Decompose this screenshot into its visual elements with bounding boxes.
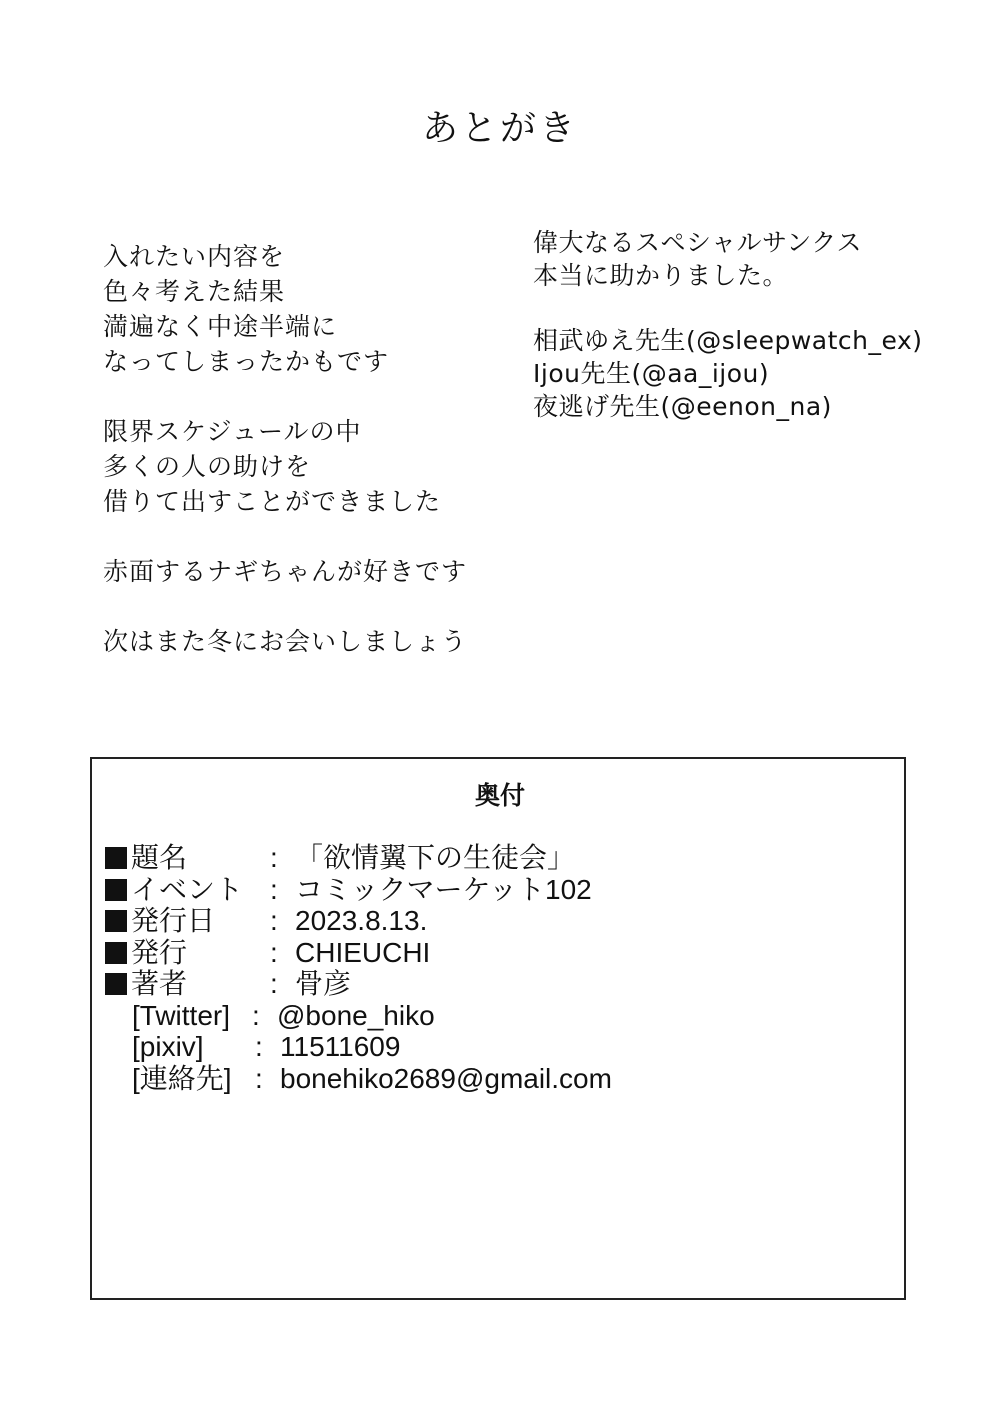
colophon-subrow — [105, 1063, 885, 1095]
colophon-title: 奥付 — [474, 781, 525, 810]
afterword-paragraph — [103, 624, 523, 659]
afterword-line: 次はまた冬にお会いしましょう — [103, 627, 468, 656]
colophon-subrow-value: bonehiko2689@gmail.com — [280, 1062, 612, 1094]
afterword-line: 借りて出すことができました — [103, 487, 442, 516]
afterword-line: 限界スケジュールの中 — [103, 417, 362, 446]
afterword-line: 色々考えた結果 — [103, 277, 286, 306]
bullet-square-icon — [105, 910, 127, 932]
colophon-subrow-separator: : — [252, 999, 260, 1031]
colophon-row-label: 発行 — [105, 937, 187, 969]
colophon-row-label: 題名 — [105, 842, 187, 874]
colophon-row-separator: : — [270, 936, 278, 968]
colophon-subrow — [105, 1000, 885, 1032]
colophon-row — [105, 968, 885, 1000]
thanks-names — [533, 324, 973, 423]
thanks-heading-line: 偉大なるスペシャルサンクス — [533, 228, 863, 257]
thanks-name: 相武ゆえ先生(@sleepwatch_ex) — [533, 326, 923, 355]
bullet-square-icon — [105, 973, 127, 995]
afterword-line: 入れたい内容を — [103, 242, 286, 271]
colophon-row-value: CHIEUCHI — [295, 936, 431, 968]
colophon-subrow-separator: : — [255, 1062, 263, 1094]
colophon-subrow-value: 11511609 — [280, 1031, 401, 1062]
colophon-row — [105, 937, 885, 969]
bullet-square-icon — [105, 942, 127, 964]
colophon-row-label: 発行日 — [105, 905, 215, 937]
special-thanks — [533, 226, 973, 458]
colophon-row-label: イベント — [105, 874, 243, 906]
afterword-line: なってしまったかもです — [103, 347, 390, 376]
colophon-row — [105, 905, 885, 937]
colophon-subrow-value: @bone_hiko — [277, 999, 435, 1031]
afterword-paragraph — [103, 554, 523, 589]
thanks-heading — [533, 226, 973, 292]
bullet-square-icon — [105, 879, 127, 901]
colophon-row-separator: : — [270, 842, 278, 873]
colophon-row-separator: : — [270, 873, 278, 905]
colophon-subrow-label: [pixiv] — [132, 1031, 204, 1062]
colophon-subrow-label: [Twitter] — [132, 999, 231, 1031]
colophon-details — [105, 842, 885, 1094]
colophon-subrow-separator: : — [255, 1031, 263, 1062]
colophon-row — [105, 874, 885, 906]
thanks-heading-line: 本当に助かりました。 — [533, 261, 789, 290]
afterword-text — [103, 239, 523, 694]
afterword-line: 多くの人の助けを — [103, 452, 312, 481]
colophon-row-label: 著者 — [105, 968, 187, 1000]
page-title: あとがき — [421, 108, 578, 149]
colophon-row-value: 骨彦 — [295, 968, 352, 999]
colophon-row-value: 2023.8.13. — [295, 905, 428, 936]
colophon-subrow — [105, 1031, 885, 1063]
colophon-row-value: コミックマーケット102 — [295, 873, 592, 905]
afterword-paragraph — [103, 414, 523, 519]
colophon-row-value: 「欲情翼下の生徒会」 — [295, 842, 576, 873]
bullet-square-icon — [105, 847, 127, 869]
thanks-name: Ijou先生(@aa_ijou) — [533, 359, 770, 388]
colophon-row-separator: : — [270, 905, 278, 936]
afterword-paragraph — [103, 239, 523, 379]
colophon-row — [105, 842, 885, 874]
colophon-row-separator: : — [270, 968, 278, 999]
thanks-name: 夜逃げ先生(@eenon_na) — [533, 392, 832, 421]
colophon-subrow-label: [連絡先] — [132, 1062, 232, 1094]
afterword-line: 赤面するナギちゃんが好きです — [103, 557, 468, 586]
afterword-line: 満遍なく中途半端に — [103, 312, 338, 341]
